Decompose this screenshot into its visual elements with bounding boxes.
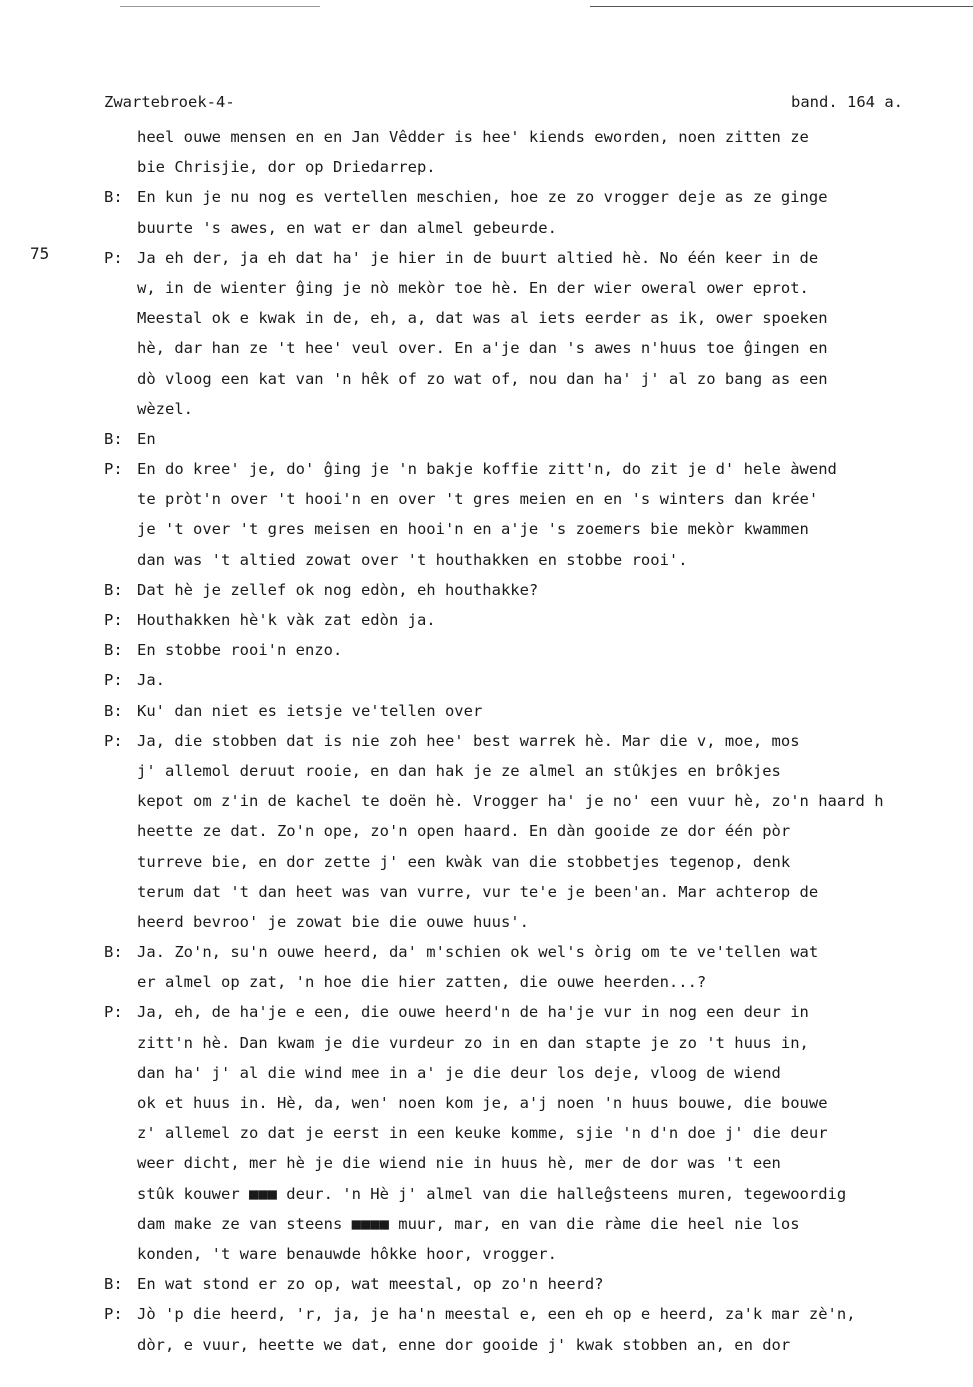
transcript-line — [0, 1299, 973, 1329]
line-text: dòr, e vuur, heette we dat, enne dor gooide j' kwak stobben an, en dor — [137, 1335, 791, 1354]
top-rule — [590, 6, 973, 7]
transcript-line — [0, 907, 973, 937]
transcript-line — [0, 1058, 973, 1088]
line-text: Ja. — [137, 671, 165, 690]
top-rule-faint — [120, 6, 320, 7]
line-text: zitt'n hè. Dan kwam je die vurdeur zo in en dan stapte je zo 't huus in, — [137, 1033, 809, 1052]
line-text: er almel op zat, 'n hoe die hier zatten, die ouwe heerden...? — [137, 973, 707, 992]
transcript-line — [0, 1179, 973, 1209]
transcript-line — [0, 394, 973, 424]
line-text: bie Chrisjie, dor op Driedarrep. — [137, 158, 436, 177]
transcript-line — [0, 545, 973, 575]
transcript-line — [0, 213, 973, 243]
transcript-line — [0, 122, 973, 152]
speaker-label: P: — [104, 731, 123, 750]
speaker-label: P: — [104, 611, 123, 629]
line-text: ok et huus in. Hè, da, wen' noen kom je, a'j noen 'n huus bouwe, die bouwe — [137, 1094, 828, 1112]
line-text: heel ouwe mensen en en Jan Vêdder is hee' kiends eworden, noen zitten ze — [137, 128, 809, 146]
transcript-line — [0, 273, 973, 303]
transcript-line — [0, 1330, 973, 1360]
line-text: Ja, eh, de ha'je e een, die ouwe heerd'n de ha'je vur in nog een deur in — [137, 1003, 809, 1022]
margin-line-number: 75 — [30, 244, 50, 263]
transcript-line — [0, 635, 973, 665]
line-text: dan was 't altied zowat over 't houthakken en stobbe rooi'. — [137, 550, 688, 569]
line-text: Meestal ok e kwak in de, eh, a, dat was al iets eerder as ik, ower spoeken — [137, 309, 828, 328]
line-text: weer dicht, mer hè je die wiend nie in huus hè, mer de dor was 't een — [137, 1154, 781, 1173]
line-text: j' allemol deruut rooie, en dan hak je ze almel an stûkjes en brôkjes — [137, 761, 781, 780]
line-text: Ja, die stobben dat is nie zoh hee' best warrek hè. Mar die v, moe, mos — [137, 731, 800, 750]
header-band: band. 164 a. — [791, 93, 903, 111]
transcript-line — [0, 967, 973, 997]
transcript-line — [0, 756, 973, 786]
transcript-line — [0, 1148, 973, 1178]
speaker-label: P: — [104, 1305, 123, 1324]
transcript-line — [0, 333, 973, 363]
line-text: te pròt'n over 't hooi'n en over 't gres meien en en 's winters dan krée' — [137, 490, 819, 509]
line-text: w, in de wienter ĝing je nò mekòr toe hè. En der wier oweral ower eprot. — [137, 278, 809, 297]
line-text: hè, dar han ze 't hee' veul over. En a'je dan 's awes n'huus toe ĝingen en — [137, 339, 828, 358]
speaker-label: P: — [104, 1003, 123, 1022]
header-title: Zwartebroek-4- — [104, 93, 235, 111]
transcript-line — [0, 152, 973, 182]
transcript-line — [0, 1118, 973, 1148]
line-text: En do kree' je, do' ĝing je 'n bakje koffie zitt'n, do zit je d' hele àwend — [137, 460, 837, 479]
line-text: Ku' dan niet es ietsje ve'tellen over — [137, 701, 483, 720]
line-text: terum dat 't dan heet was van vurre, vur te'e je been'an. Mar achterop de — [137, 882, 819, 901]
line-text: dò vloog een kat van 'n hêk of zo wat of, nou dan ha' j' al zo bang as een — [137, 369, 828, 388]
transcript-line — [0, 847, 973, 877]
line-text: Ja. Zo'n, su'n ouwe heerd, da' m'schien ok wel's òrig om te ve'tellen wat — [137, 943, 819, 962]
line-text: heette ze dat. Zo'n ope, zo'n open haard. En dàn gooide ze dor één pòr — [137, 822, 791, 841]
line-text: En wat stond er zo op, wat meestal, op zo'n heerd? — [137, 1275, 604, 1294]
line-text: En kun je nu nog es vertellen meschien, hoe ze zo vrogger deje as ze ginge — [137, 188, 828, 207]
transcript-line — [0, 937, 973, 967]
speaker-label: B: — [104, 188, 123, 207]
transcript-line — [0, 1239, 973, 1269]
line-text: konden, 't ware benauwde hôkke hoor, vrogger. — [137, 1244, 557, 1263]
line-text: dan ha' j' al die wind mee in a' je die deur los deje, vloog de wiend — [137, 1063, 781, 1082]
transcript-line — [0, 997, 973, 1027]
line-text: Houthakken hè'k vàk zat edòn ja. — [137, 611, 436, 629]
transcript-line — [0, 605, 973, 635]
speaker-label: B: — [104, 1275, 123, 1294]
line-text: Dat hè je zellef ok nog edòn, eh houthakke? — [137, 580, 539, 599]
speaker-label: B: — [104, 429, 123, 448]
transcript-line — [0, 514, 973, 544]
transcript-line — [0, 364, 973, 394]
line-text: En stobbe rooi'n enzo. — [137, 641, 343, 660]
transcript-line — [0, 877, 973, 907]
transcript-line — [0, 424, 973, 454]
transcript-line — [0, 303, 973, 333]
transcript-line — [0, 182, 973, 212]
line-text: heerd bevroo' je zowat bie die ouwe huus'. — [137, 912, 529, 931]
line-text: stûk kouwer ■■■ deur. 'n Hè j' almel van die halleĝsteens muren, tegewoordig — [137, 1184, 847, 1203]
transcript-line — [0, 1209, 973, 1239]
line-text: turreve bie, en dor zette j' een kwàk van die stobbetjes tegenop, denk — [137, 852, 791, 871]
speaker-label: B: — [104, 641, 123, 660]
transcript-line — [0, 816, 973, 846]
transcript-line — [0, 454, 973, 484]
transcript-line — [0, 243, 973, 273]
speaker-label: B: — [104, 943, 123, 962]
line-text: buurte 's awes, en wat er dan almel gebeurde. — [137, 218, 557, 237]
transcript-line — [0, 1028, 973, 1058]
transcript-line — [0, 1088, 973, 1118]
line-text: wèzel. — [137, 399, 193, 418]
transcript-line — [0, 575, 973, 605]
transcript-line — [0, 1269, 973, 1299]
line-text: En — [137, 429, 156, 448]
speaker-label: P: — [104, 460, 123, 479]
line-text: je 't over 't gres meisen en hooi'n en a'je 's zoemers bie mekòr kwammen — [137, 520, 809, 539]
line-text: kepot om z'in de kachel te doën hè. Vrogger ha' je no' een vuur hè, zo'n haard h — [137, 792, 884, 811]
transcript-line — [0, 696, 973, 726]
transcript-line — [0, 786, 973, 816]
line-text: Jò 'p die heerd, 'r, ja, je ha'n meestal e, een eh op e heerd, za'k mar zè'n, — [137, 1305, 856, 1324]
line-text: z' allemel zo dat je eerst in een keuke komme, sjie 'n d'n doe j' die deur — [137, 1124, 828, 1143]
speaker-label: P: — [104, 671, 123, 690]
line-text: dam make ze van steens ■■■■ muur, mar, en van die ràme die heel nie los — [137, 1214, 800, 1233]
line-text: Ja eh der, ja eh dat ha' je hier in de buurt altied hè. No één keer in de — [137, 248, 819, 267]
speaker-label: P: — [104, 248, 123, 267]
speaker-label: B: — [104, 580, 123, 599]
speaker-label: B: — [104, 701, 123, 720]
transcript-line — [0, 726, 973, 756]
transcript-body — [0, 122, 973, 1360]
transcript-line — [0, 665, 973, 695]
transcript-line — [0, 484, 973, 514]
